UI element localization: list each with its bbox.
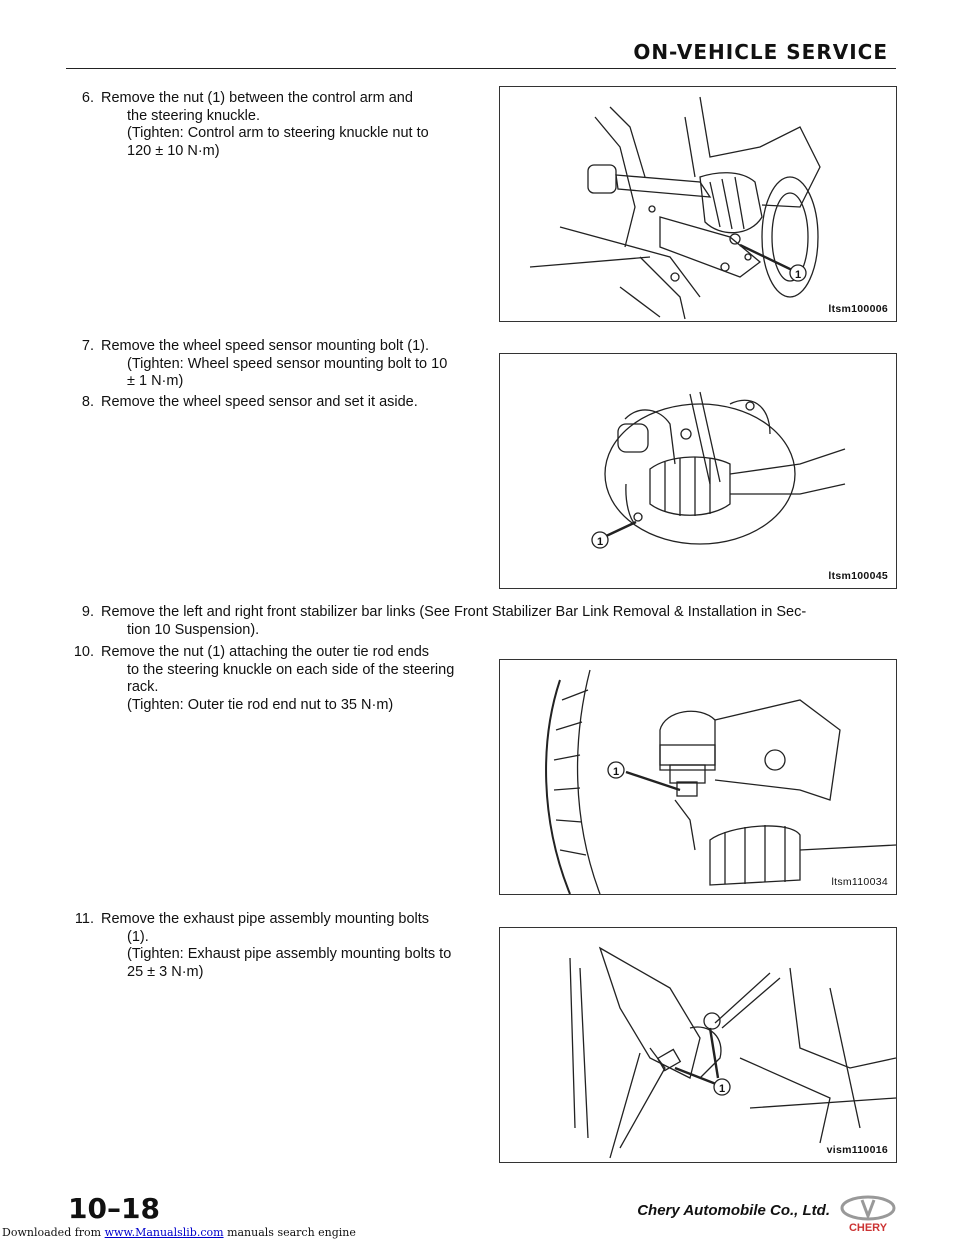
header-divider xyxy=(66,68,896,69)
company-name: Chery Automobile Co., Ltd. xyxy=(637,1202,830,1219)
figure-callout: 1 xyxy=(794,269,802,281)
step-number: 7. xyxy=(81,338,94,354)
step-text: Remove the left and right front stabilizer bar links (See Front Stabilizer Bar Link Removal & Installation in Sec- xyxy=(101,604,807,620)
step-text: the steering knuckle. xyxy=(127,107,260,124)
exhaust-pipe-illustration xyxy=(500,928,896,1162)
step-torque: (Tighten: Outer tie rod end nut to 35 N·m) xyxy=(127,696,394,713)
figure-exhaust-pipe-bolts xyxy=(499,927,897,1163)
step-torque: 120 ± 10 N·m) xyxy=(127,142,220,159)
page-number: 10–18 xyxy=(68,1192,160,1225)
wheel-speed-sensor-illustration xyxy=(500,354,896,588)
figure-tie-rod-nut xyxy=(499,659,897,895)
step-text: Remove the nut (1) attaching the outer tie rod ends xyxy=(101,644,430,660)
step-torque: 25 ± 3 N·m) xyxy=(127,963,204,980)
step-torque: (Tighten: Wheel speed sensor mounting bolt to 10 xyxy=(127,355,448,372)
figure-control-arm-nut xyxy=(499,86,897,322)
step-number: 9. xyxy=(81,604,94,620)
step-text: (1). xyxy=(127,928,149,945)
step-text: Remove the wheel speed sensor mounting bolt (1). xyxy=(101,338,430,354)
chery-logo-icon xyxy=(838,1194,898,1234)
figure-wheel-speed-sensor xyxy=(499,353,897,589)
download-notice xyxy=(2,1226,356,1239)
figure-callout: 1 xyxy=(718,1083,726,1095)
download-prefix: Downloaded from xyxy=(2,1226,102,1239)
figure-id: vism110016 xyxy=(826,1144,888,1156)
figure-id: ltsm100006 xyxy=(828,303,888,315)
step-torque: ± 1 N·m) xyxy=(127,373,184,389)
chery-logo xyxy=(838,1194,898,1239)
step-text: Remove the exhaust pipe assembly mounting bolts xyxy=(101,911,430,927)
step-text: to the steering knuckle on each side of the steering xyxy=(127,661,455,678)
page-section-title: ON-VEHICLE SERVICE xyxy=(633,40,888,64)
step-number: 8. xyxy=(81,394,94,410)
logo-wordmark: CHERY xyxy=(848,1222,888,1234)
figure-callout: 1 xyxy=(612,766,620,778)
step-number: 6. xyxy=(81,90,94,106)
control-arm-illustration xyxy=(500,87,896,321)
tie-rod-illustration xyxy=(500,660,896,894)
figure-callout: 1 xyxy=(596,536,604,548)
step-number: 10. xyxy=(73,644,94,660)
figure-id: ltsm110034 xyxy=(831,876,888,888)
figure-id: ltsm100045 xyxy=(828,570,888,582)
manualslib-link[interactable]: www.Manualslib.com xyxy=(104,1226,224,1239)
step-text: rack. xyxy=(127,679,159,695)
step-text: Remove the wheel speed sensor and set it aside. xyxy=(101,394,418,410)
step-torque: (Tighten: Control arm to steering knuckle nut to xyxy=(127,125,429,141)
step-torque: (Tighten: Exhaust pipe assembly mounting bolts to xyxy=(127,946,452,962)
step-number: 11. xyxy=(74,911,94,927)
download-suffix: manuals search engine xyxy=(227,1226,356,1239)
step-text: Remove the nut (1) between the control arm and xyxy=(101,90,413,106)
step-text: tion 10 Suspension). xyxy=(127,621,260,638)
